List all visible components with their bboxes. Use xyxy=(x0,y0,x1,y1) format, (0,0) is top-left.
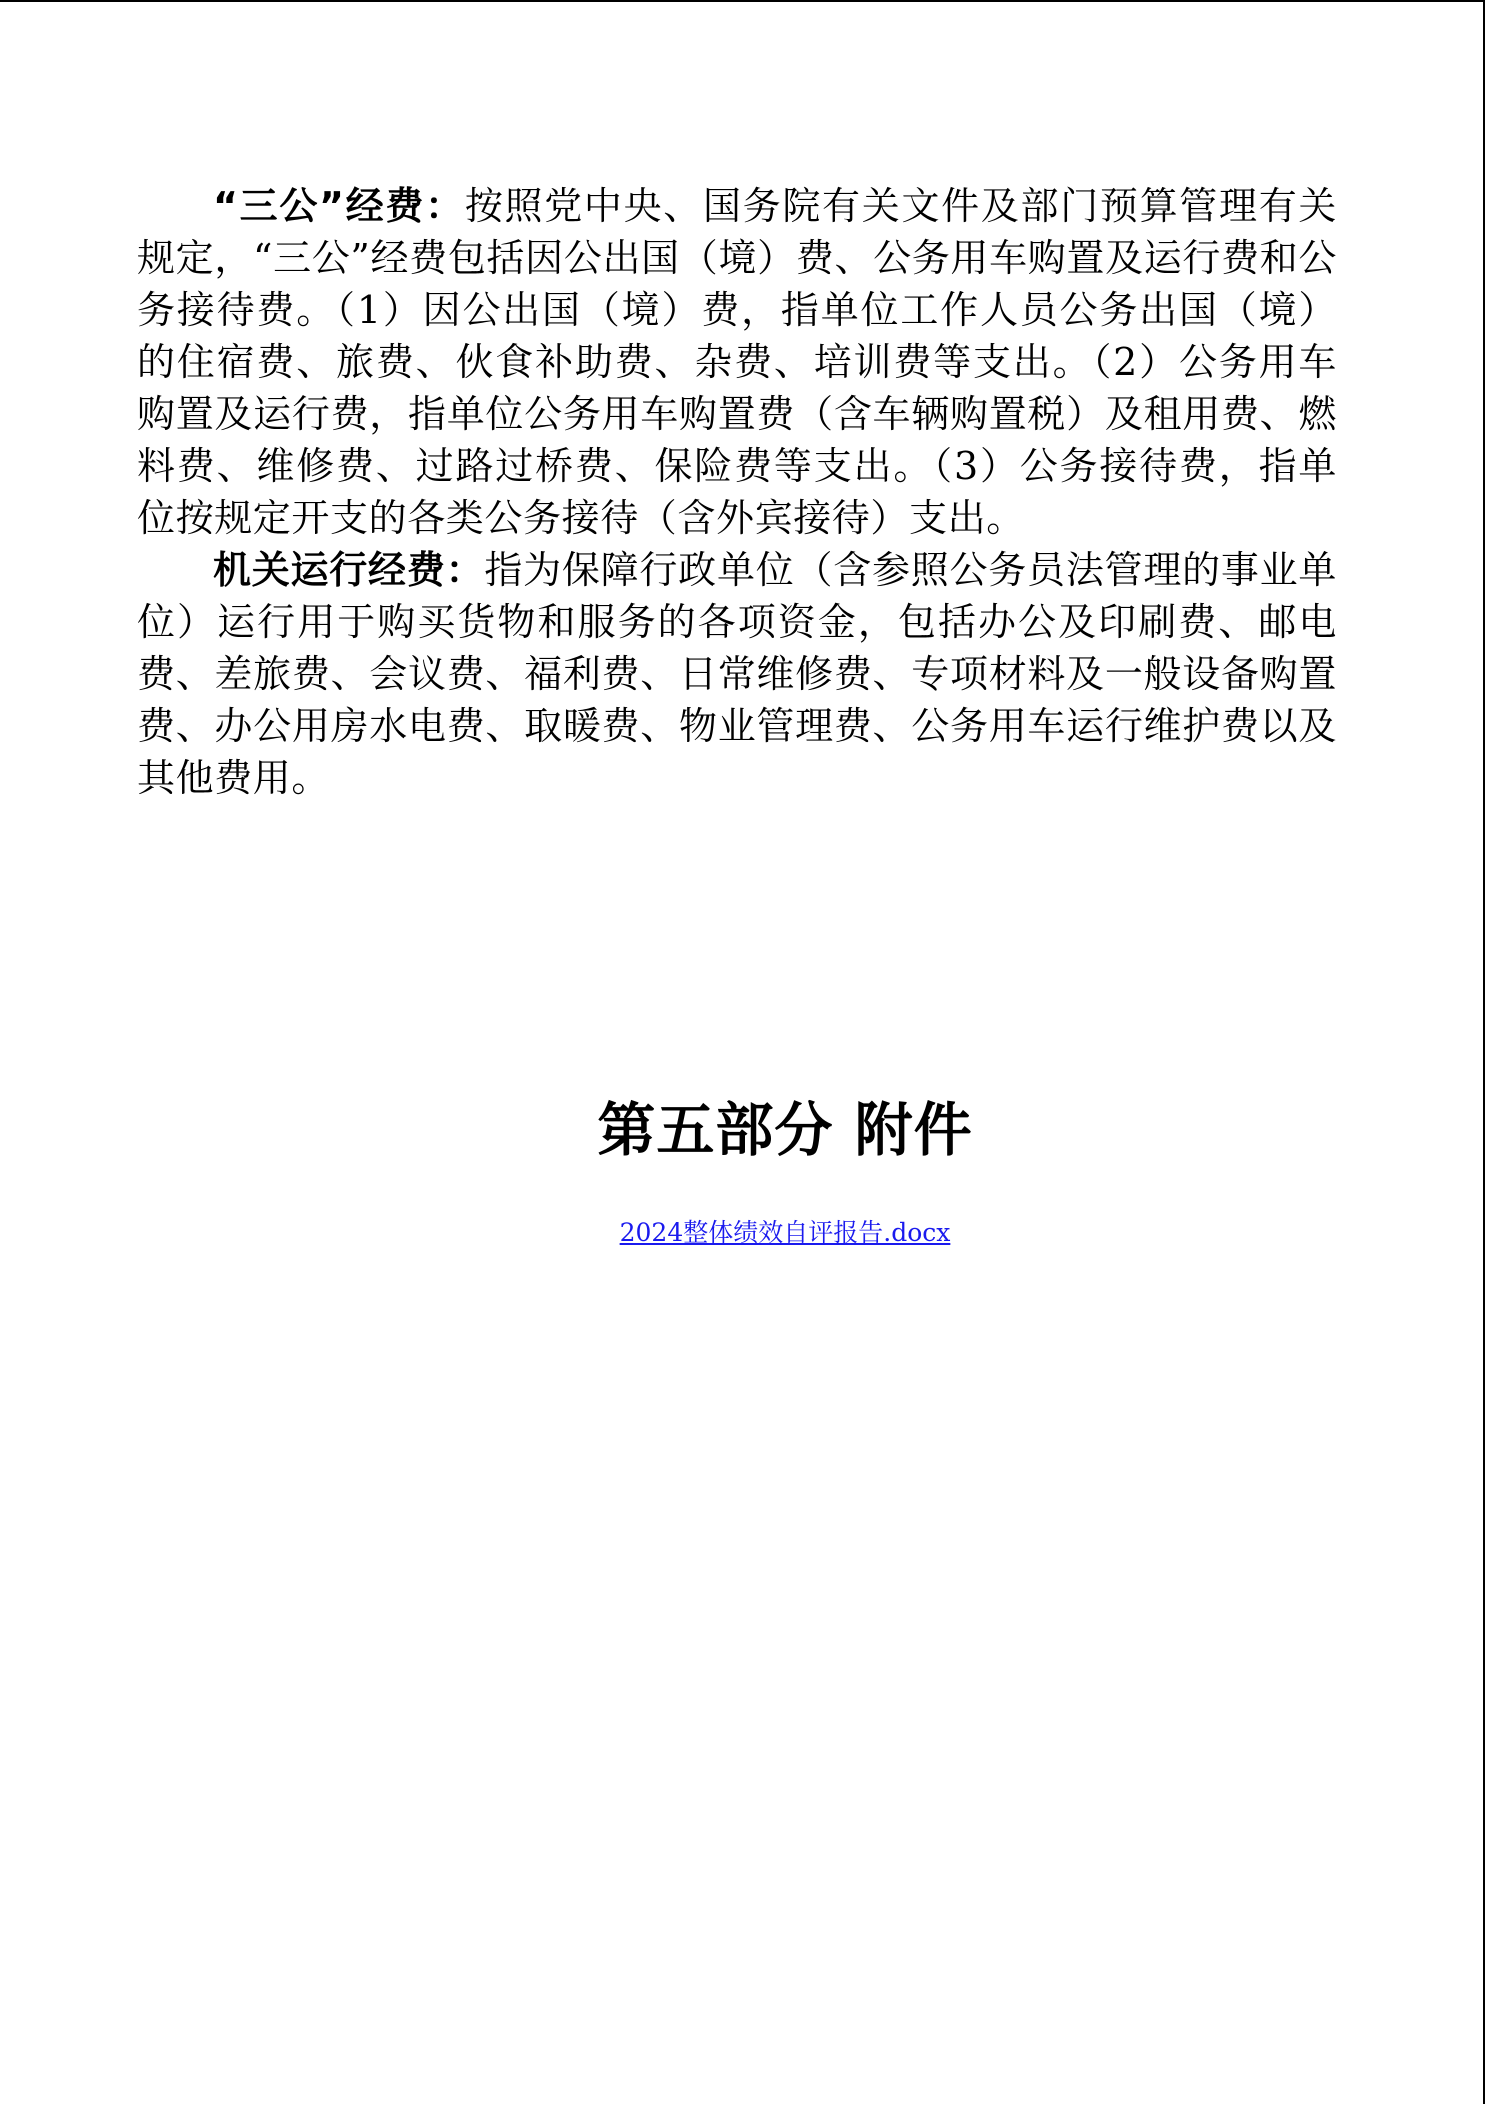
attachment-link[interactable]: 2024整体绩效自评报告.docx xyxy=(619,1218,951,1247)
section-title: 第五部分 附件 xyxy=(597,1096,973,1164)
paragraph-text: 按照党中央、国务院有关文件及部门预算管理有关规定，“三公”经费包括因公出国（境）费、公务用车购置及运行费和公务接待费。（1）因公出国（境）费，指单位工作人员公务出国（境）的住宿费、旅费、伙食补助费、杂费、培训费等支出。（2）公务用车购置及运行费，指单位公务用车购置费（含车辆购置税）及租用费、燃料费、维修费、过路过桥费、保险费等支出。（3）公务接待费，指单位按规定开支的各类公务接待（含外宾接待）支出。 xyxy=(137,184,1337,540)
document-body xyxy=(137,180,1337,804)
paragraph-agency-operating-expenses xyxy=(137,544,1337,804)
paragraph-text: 指为保障行政单位（含参照公务员法管理的事业单位）运行用于购买货物和服务的各项资金，包括办公及印刷费、邮电费、差旅费、会议费、福利费、日常维修费、专项材料及一般设备购置费、办公用房水电费、取暖费、物业管理费、公务用车运行维护费以及其他费用。 xyxy=(137,548,1338,800)
term-sangong-expenses: “三公”经费： xyxy=(213,184,465,228)
term-agency-operating-expenses: 机关运行经费： xyxy=(213,548,485,592)
paragraph-sangong-expenses xyxy=(137,180,1337,544)
